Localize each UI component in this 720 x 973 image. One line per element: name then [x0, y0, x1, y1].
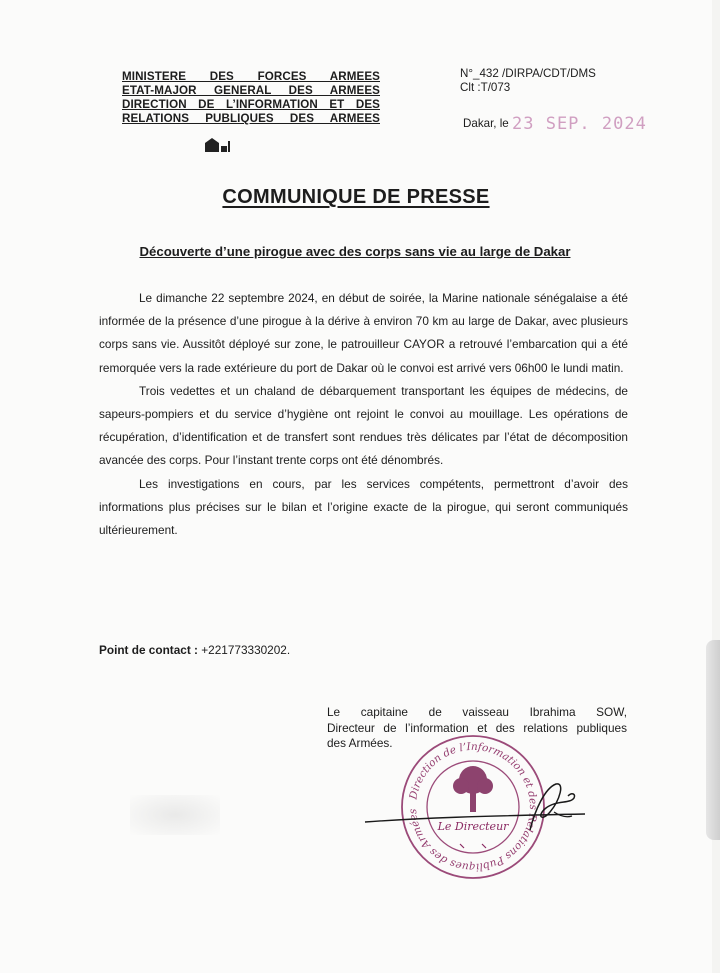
seal-ring-text: Direction de l’Information et des Relations Publiques des Armées: [406, 740, 540, 874]
document-title: COMMUNIQUE DE PRESSE: [222, 186, 490, 208]
dateline: [463, 114, 647, 134]
body-paragraph: Trois vedettes et un chaland de débarquement transportant les équipes de médecins, de sapeurs-pompiers et du service d’hygiène ont rejoint le convoi au mouillage. Les opérations de récupération, d’identification et de transfert sont rendues très délicates par l’état de décomposition avancée des corps. Pour l’instant trente corps ont été dénombrés.: [99, 383, 628, 468]
document-body: [99, 287, 628, 542]
contact-label: Point de contact :: [99, 643, 198, 657]
document-title-wrap: [0, 186, 712, 209]
contact-line: [99, 643, 290, 657]
signatory-line: Directeur de l’information et des relations publiques: [327, 720, 627, 735]
handwritten-signature-icon: [360, 770, 590, 850]
contact-phone: +221773330202.: [201, 643, 291, 657]
scan-smudge: [130, 795, 220, 835]
signatory-line: Le capitaine de vaisseau Ibrahima SOW,: [327, 705, 627, 719]
reference-number: N°_432 /DIRPA/CDT/DMS: [460, 67, 596, 80]
document-subtitle: Découverte d’une pirogue avec des corps sans vie au large de Dakar: [139, 244, 571, 259]
body-paragraph: Les investigations en cours, par les services compétents, permettront d’avoir des informations plus précises sur le bilan et l’origine exacte de la pirogue, qui seront communiqués ultérieurement.: [99, 476, 628, 538]
ministry-emblem-icon: [203, 138, 233, 154]
seal-center-text: Le Directeur: [437, 820, 509, 833]
reference-block: [460, 67, 596, 95]
ministry-line: DIRECTION DE L’INFORMATION ET DES: [122, 98, 380, 111]
classification: Clt :T/073: [460, 81, 511, 94]
body-paragraph: Le dimanche 22 septembre 2024, en début de soirée, la Marine nationale sénégalaise a été informée de la présence d’une pirogue à la dérive à environ 70 km au large de Dakar, avec plusieurs corps sans vie. Aussitôt déployé sur zone, le patrouilleur CAYOR a retrouvé l’embarcation qui a été remorquée vers la rade extérieure du port de Dakar où le convoi est arrivé vers 06h00 le lundi matin.: [99, 291, 628, 375]
page-edge-shadow: [706, 640, 720, 840]
ministry-line: ETAT-MAJOR GENERAL DES ARMEES: [122, 84, 380, 97]
stamped-date: 23 SEP. 2024: [512, 114, 647, 134]
ministry-line: RELATIONS PUBLIQUES DES ARMEES: [122, 112, 380, 125]
signatory-line: des Armées.: [327, 736, 393, 750]
ministry-line: MINISTERE DES FORCES ARMEES: [122, 70, 380, 83]
ministry-header: [122, 70, 380, 126]
place-prefix: Dakar, le: [463, 117, 509, 130]
